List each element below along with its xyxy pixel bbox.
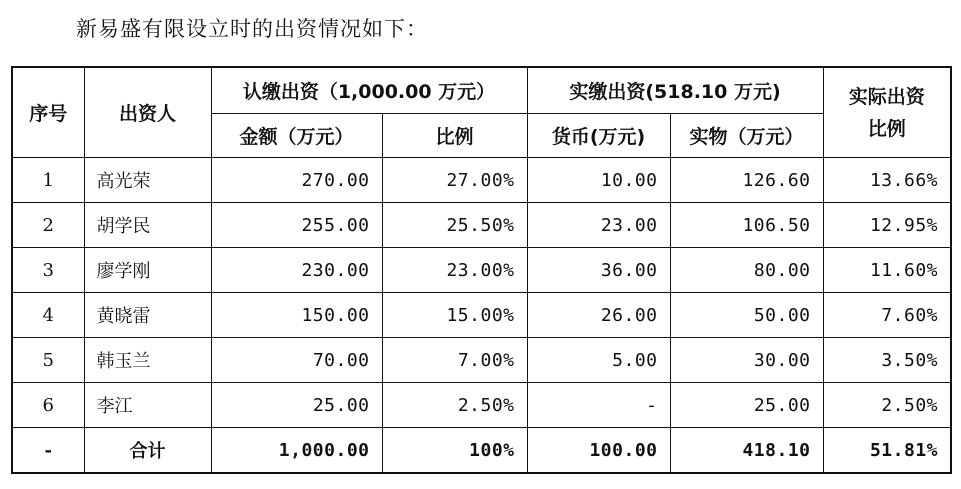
row-index: 5 [12, 338, 84, 383]
row-investor: 廖学刚 [84, 248, 211, 293]
row-subscribed-amount: 255.00 [211, 203, 382, 248]
total-subscribed-ratio: 100% [382, 428, 527, 474]
header-actual-ratio-line2: 比例 [867, 117, 906, 140]
row-subscribed-ratio: 25.50% [382, 203, 527, 248]
row-subscribed-amount: 25.00 [211, 383, 382, 428]
row-paid-cash: - [527, 383, 670, 428]
total-paid-in-kind: 418.10 [670, 428, 823, 474]
header-paid-group: 实缴出资(518.10 万元) [527, 67, 823, 114]
row-investor: 胡学民 [84, 203, 211, 248]
header-actual-ratio-line1: 实际出资 [848, 85, 925, 108]
row-paid-cash: 10.00 [527, 158, 670, 203]
row-subscribed-ratio: 23.00% [382, 248, 527, 293]
capital-contribution-table [11, 66, 952, 474]
row-paid-cash: 26.00 [527, 293, 670, 338]
row-subscribed-amount: 150.00 [211, 293, 382, 338]
row-index: 4 [12, 293, 84, 338]
row-paid-in-kind: 25.00 [670, 383, 823, 428]
total-actual-ratio: 51.81% [823, 428, 951, 474]
header-paid-in-kind: 实物（万元） [670, 114, 823, 158]
row-investor: 高光荣 [84, 158, 211, 203]
header-subscribed-ratio: 比例 [382, 114, 527, 158]
row-paid-in-kind: 126.60 [670, 158, 823, 203]
row-subscribed-amount: 70.00 [211, 338, 382, 383]
row-paid-cash: 5.00 [527, 338, 670, 383]
row-actual-ratio: 11.60% [823, 248, 951, 293]
row-paid-cash: 23.00 [527, 203, 670, 248]
total-index: - [12, 428, 84, 474]
row-actual-ratio: 7.60% [823, 293, 951, 338]
table-row [12, 293, 951, 338]
row-index: 6 [12, 383, 84, 428]
row-actual-ratio: 13.66% [823, 158, 951, 203]
row-subscribed-amount: 270.00 [211, 158, 382, 203]
header-investor: 出资人 [84, 67, 211, 158]
table-row [12, 203, 951, 248]
table-row [12, 338, 951, 383]
table-row [12, 158, 951, 203]
row-actual-ratio: 12.95% [823, 203, 951, 248]
row-paid-cash: 36.00 [527, 248, 670, 293]
row-paid-in-kind: 30.00 [670, 338, 823, 383]
table-row [12, 248, 951, 293]
header-row-1 [12, 67, 951, 114]
row-index: 2 [12, 203, 84, 248]
row-subscribed-amount: 230.00 [211, 248, 382, 293]
row-index: 3 [12, 248, 84, 293]
total-paid-cash: 100.00 [527, 428, 670, 474]
header-index: 序号 [12, 67, 84, 158]
row-paid-in-kind: 106.50 [670, 203, 823, 248]
intro-paragraph: 新易盛有限设立时的出资情况如下： [76, 17, 428, 41]
header-subscribed-amount: 金额（万元） [211, 114, 382, 158]
row-paid-in-kind: 50.00 [670, 293, 823, 338]
row-subscribed-ratio: 27.00% [382, 158, 527, 203]
row-subscribed-ratio: 2.50% [382, 383, 527, 428]
total-row [12, 428, 951, 474]
row-paid-in-kind: 80.00 [670, 248, 823, 293]
row-subscribed-ratio: 15.00% [382, 293, 527, 338]
row-actual-ratio: 2.50% [823, 383, 951, 428]
table-row [12, 383, 951, 428]
total-label: 合计 [84, 428, 211, 474]
header-paid-cash: 货币(万元) [527, 114, 670, 158]
row-investor: 李江 [84, 383, 211, 428]
row-actual-ratio: 3.50% [823, 338, 951, 383]
row-investor: 韩玉兰 [84, 338, 211, 383]
row-index: 1 [12, 158, 84, 203]
row-subscribed-ratio: 7.00% [382, 338, 527, 383]
total-subscribed-amount: 1,000.00 [211, 428, 382, 474]
header-actual-ratio [823, 67, 951, 158]
row-investor: 黄晓雷 [84, 293, 211, 338]
header-subscribed-group: 认缴出资（1,000.00 万元） [211, 67, 527, 114]
